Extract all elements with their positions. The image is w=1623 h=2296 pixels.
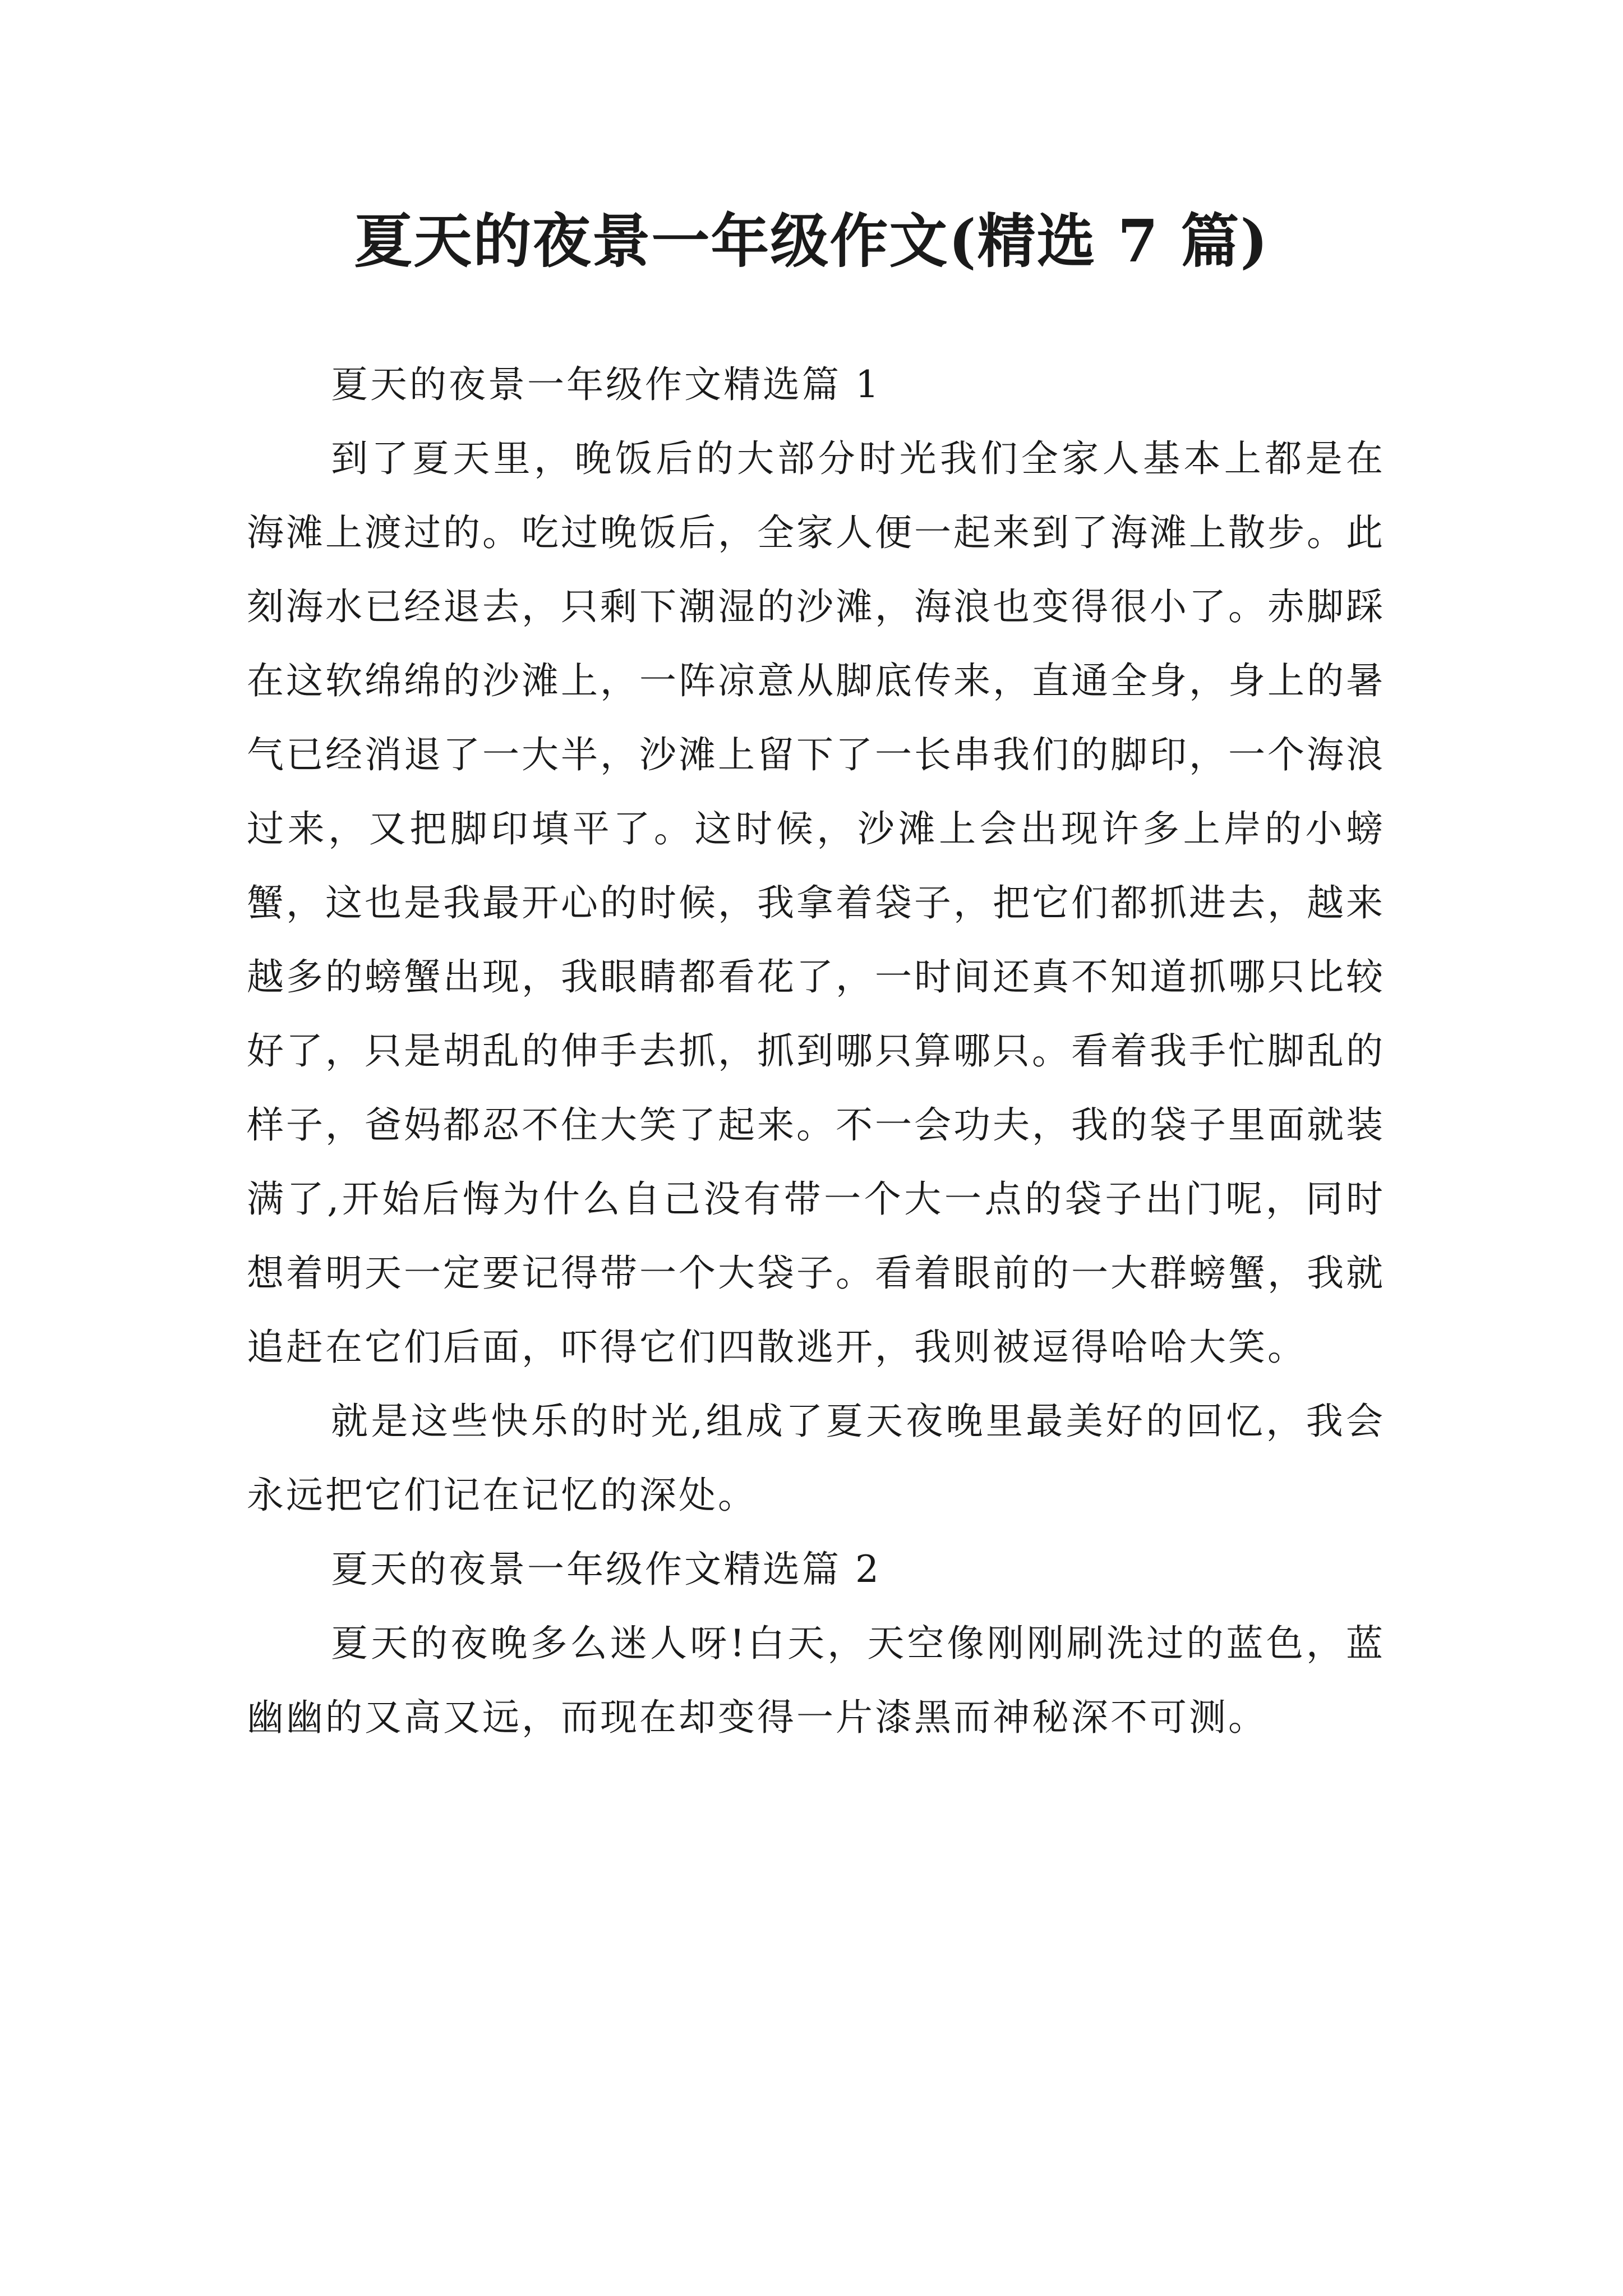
document-title: 夏天的夜景一年级作文(精选 7 篇) bbox=[354, 206, 1269, 275]
paragraph: 到了夏天里，晚饭后的大部分时光我们全家人基本上都是在海滩上渡过的。吃过晚饭后，全家人便一起来到了海滩上散步。此刻海水已经退去，只剩下潮湿的沙滩，海浪也变得很小了。赤脚踩在这软绵绵的沙滩上，一阵凉意从脚底传来，直通全身，身上的暑气已经消退了一大半，沙滩上留下了一长串我们的脚印，一个海浪过来，又把脚印填平了。这时候，沙滩上会出现许多上岸的小螃蟹，这也是我最开心的时候，我拿着袋子，把它们都抓进去，越来越多的螃蟹出现，我眼睛都看花了，一时间还真不知道抓哪只比较好了，只是胡乱的伸手去抓，抓到哪只算哪只。看着我手忙脚乱的样子，爸妈都忍不住大笑了起来。不一会功夫，我的袋子里面就装满了,开始后悔为什么自己没有带一个大一点的袋子出门呢，同时想着明天一定要记得带一个大袋子。看着眼前的一大群螃蟹，我就追赶在它们后面，吓得它们四散逃开，我则被逗得哈哈大笑。 bbox=[247, 437, 1385, 1369]
paragraph: 夏天的夜晚多么迷人呀!白天，天空像刚刚刷洗过的蓝色，蓝幽幽的又高又远，而现在却变得一片漆黑而神秘深不可测。 bbox=[247, 1622, 1385, 1739]
document-body bbox=[247, 348, 1385, 1755]
paragraph: 就是这些快乐的时光,组成了夏天夜晚里最美好的回忆，我会永远把它们记在记忆的深处。 bbox=[247, 1400, 1385, 1517]
section-heading-1: 夏天的夜景一年级作文精选篇 1 bbox=[331, 363, 881, 406]
section-heading-2: 夏天的夜景一年级作文精选篇 2 bbox=[331, 1548, 881, 1591]
